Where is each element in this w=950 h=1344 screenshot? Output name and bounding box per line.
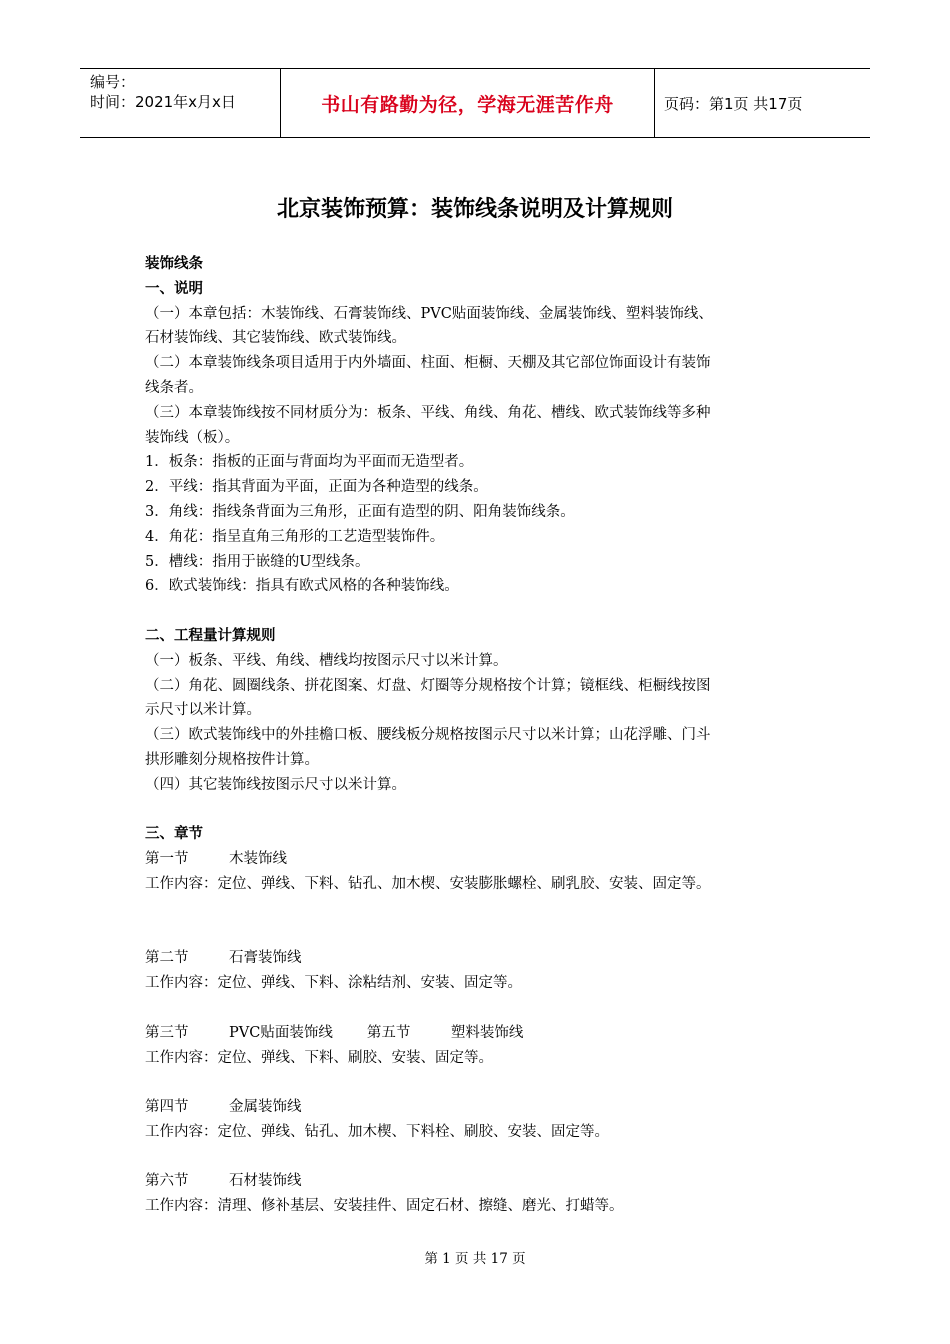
document-title: 北京装饰预算：装饰线条说明及计算规则 bbox=[276, 197, 673, 222]
paragraph: 线条者。 bbox=[145, 379, 203, 396]
chapter-name: 石材装饰线 bbox=[229, 1173, 302, 1190]
paragraph: 装饰线（板）。 bbox=[145, 429, 240, 446]
paragraph: （三）欧式装饰线中的外挂檐口板、腰线板分规格按图示尺寸以米计算；山花浮雕、门斗 bbox=[145, 727, 711, 744]
list-item: 5．槽线：指用于嵌缝的U型线条。 bbox=[145, 553, 370, 570]
list-item: 6．欧式装饰线：指具有欧式风格的各种装饰线。 bbox=[145, 578, 459, 595]
chapter-name: 木装饰线 bbox=[229, 851, 287, 868]
chapter-name: PVC贴面装饰线 bbox=[229, 1024, 333, 1041]
paragraph: 石材装饰线、其它装饰线、欧式装饰线。 bbox=[145, 330, 406, 347]
header-page-info: 页码：第1页 共17页 bbox=[664, 95, 803, 113]
chapter-label: 第六节 bbox=[145, 1173, 189, 1190]
chapter-line bbox=[145, 847, 810, 872]
work-content: 工作内容：定位、弹线、下料、钻孔、加木楔、安装膨胀螺栓、刷乳胶、安装、固定等。 bbox=[145, 875, 711, 892]
list-item: 1．板条：指板的正面与背面均为平面而无造型者。 bbox=[145, 454, 474, 471]
header-info-cell bbox=[90, 72, 236, 112]
chapter-label: 第一节 bbox=[145, 851, 189, 868]
section-heading: 二、工程量计算规则 bbox=[145, 627, 276, 644]
list-item: 3．角线：指线条背面为三角形，正面有造型的阴、阳角装饰线条。 bbox=[145, 503, 575, 520]
time-label: 时间：2021年x月x日 bbox=[90, 93, 236, 111]
paragraph: （一）本章包括：木装饰线、石膏装饰线、PVC贴面装饰线、金属装饰线、塑料装饰线、 bbox=[145, 305, 713, 322]
work-content: 工作内容：清理、修补基层、安装挂件、固定石材、擦缝、磨光、打蜡等。 bbox=[145, 1198, 624, 1215]
chapter-name: 石膏装饰线 bbox=[229, 950, 302, 967]
chapter-label: 第四节 bbox=[145, 1099, 189, 1116]
list-item: 2．平线：指其背面为平面，正面为各种造型的线条。 bbox=[145, 479, 488, 496]
header-table bbox=[80, 68, 870, 138]
chapter-line bbox=[145, 946, 810, 971]
subject-heading: 装饰线条 bbox=[145, 256, 203, 272]
chapter-label: 第二节 bbox=[145, 950, 189, 967]
work-content: 工作内容：定位、弹线、下料、刷胶、安装、固定等。 bbox=[145, 1049, 493, 1066]
number-label: 编号： bbox=[90, 73, 136, 91]
work-content: 工作内容：定位、弹线、下料、涂粘结剂、安装、固定等。 bbox=[145, 975, 522, 992]
paragraph: 示尺寸以米计算。 bbox=[145, 702, 261, 719]
header-divider bbox=[654, 69, 655, 137]
paragraph: （三）本章装饰线按不同材质分为：板条、平线、角线、角花、槽线、欧式装饰线等多种 bbox=[145, 404, 711, 421]
paragraph: （四）其它装饰线按图示尺寸以米计算。 bbox=[145, 776, 406, 793]
chapter-label: 第五节 bbox=[366, 1024, 411, 1041]
paragraph: （一）板条、平线、角线、槽线均按图示尺寸以米计算。 bbox=[145, 652, 508, 669]
chapter-line bbox=[145, 1095, 810, 1120]
paragraph: （二）本章装饰线条项目适用于内外墙面、柱面、柜橱、天棚及其它部位饰面设计有装饰 bbox=[145, 355, 711, 372]
chapter-name: 塑料装饰线 bbox=[450, 1024, 524, 1041]
document-body bbox=[145, 252, 810, 1219]
page-footer: 第 1 页 共 17 页 bbox=[424, 1251, 526, 1267]
section-heading: 一、说明 bbox=[145, 280, 203, 297]
chapter-line bbox=[145, 1169, 810, 1194]
paragraph: （二）角花、圆圈线条、拼花图案、灯盘、灯圈等分规格按个计算；镜框线、柜橱线按图 bbox=[145, 677, 711, 694]
work-content: 工作内容：定位、弹线、钻孔、加木楔、下料栓、刷胶、安装、固定等。 bbox=[145, 1123, 609, 1140]
list-item: 4．角花：指呈直角三角形的工艺造型装饰件。 bbox=[145, 528, 445, 545]
header-motto: 书山有路勤为径，学海无涯苦作舟 bbox=[321, 93, 614, 116]
section-heading: 三、章节 bbox=[145, 826, 203, 843]
chapter-label: 第三节 bbox=[145, 1024, 189, 1041]
paragraph: 拱形雕刻分规格按件计算。 bbox=[145, 751, 319, 768]
chapter-line bbox=[145, 1021, 810, 1046]
chapter-name: 金属装饰线 bbox=[229, 1099, 302, 1116]
